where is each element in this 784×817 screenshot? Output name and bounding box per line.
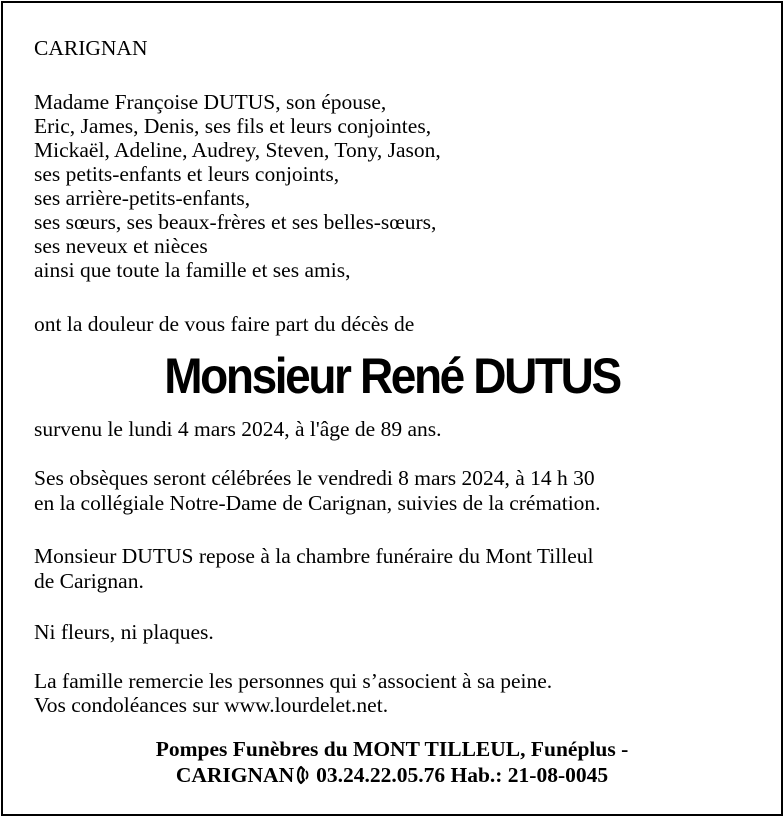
rest-line: de Carignan. <box>34 569 144 593</box>
announcement-text: ont la douleur de vous faire part du décès de <box>34 312 415 336</box>
death-info: survenu le lundi 4 mars 2024, à l'âge de 89 ans. <box>34 417 442 441</box>
family-line: ses arrière-petits-enfants, <box>34 186 251 210</box>
obituary-notice <box>1 1 783 816</box>
family-line: Mickaël, Adeline, Audrey, Steven, Tony, Jason, <box>34 138 441 162</box>
family-line: ses petits-enfants et leurs conjoints, <box>34 162 340 186</box>
flowers-note: Ni fleurs, ni plaques. <box>34 620 214 644</box>
funeral-home-city: CARIGNAN <box>175 763 295 787</box>
funeral-home-name: Pompes Funèbres du MONT TILLEUL, Funéplus - <box>155 737 629 761</box>
family-line: ainsi que toute la famille et ses amis, <box>34 258 351 282</box>
family-line: ses sœurs, ses beaux-frères et ses belles-sœurs, <box>34 210 437 234</box>
rest-line: Monsieur DUTUS repose à la chambre funéraire du Mont Tilleul <box>34 544 594 568</box>
phone-icon <box>295 765 315 785</box>
deceased-name: Monsieur René DUTUS <box>164 348 620 404</box>
funeral-line: Ses obsèques seront célébrées le vendredi 8 mars 2024, à 14 h 30 <box>34 466 595 490</box>
funeral-home-contact <box>3 762 781 788</box>
condolences-line: Vos condoléances sur www.lourdelet.net. <box>34 693 389 717</box>
family-line: Madame Françoise DUTUS, son épouse, <box>34 90 387 114</box>
funeral-line: en la collégiale Notre-Dame de Carignan, suivies de la crémation. <box>34 491 601 515</box>
phone-and-licence: 03.24.22.05.76 Hab.: 21-08-0045 <box>316 763 609 787</box>
thanks-line: La famille remercie les personnes qui s’associent à sa peine. <box>34 669 553 693</box>
town-heading: CARIGNAN <box>34 36 148 60</box>
family-line: Eric, James, Denis, ses fils et leurs conjointes, <box>34 114 432 138</box>
family-line: ses neveux et nièces <box>34 234 208 258</box>
